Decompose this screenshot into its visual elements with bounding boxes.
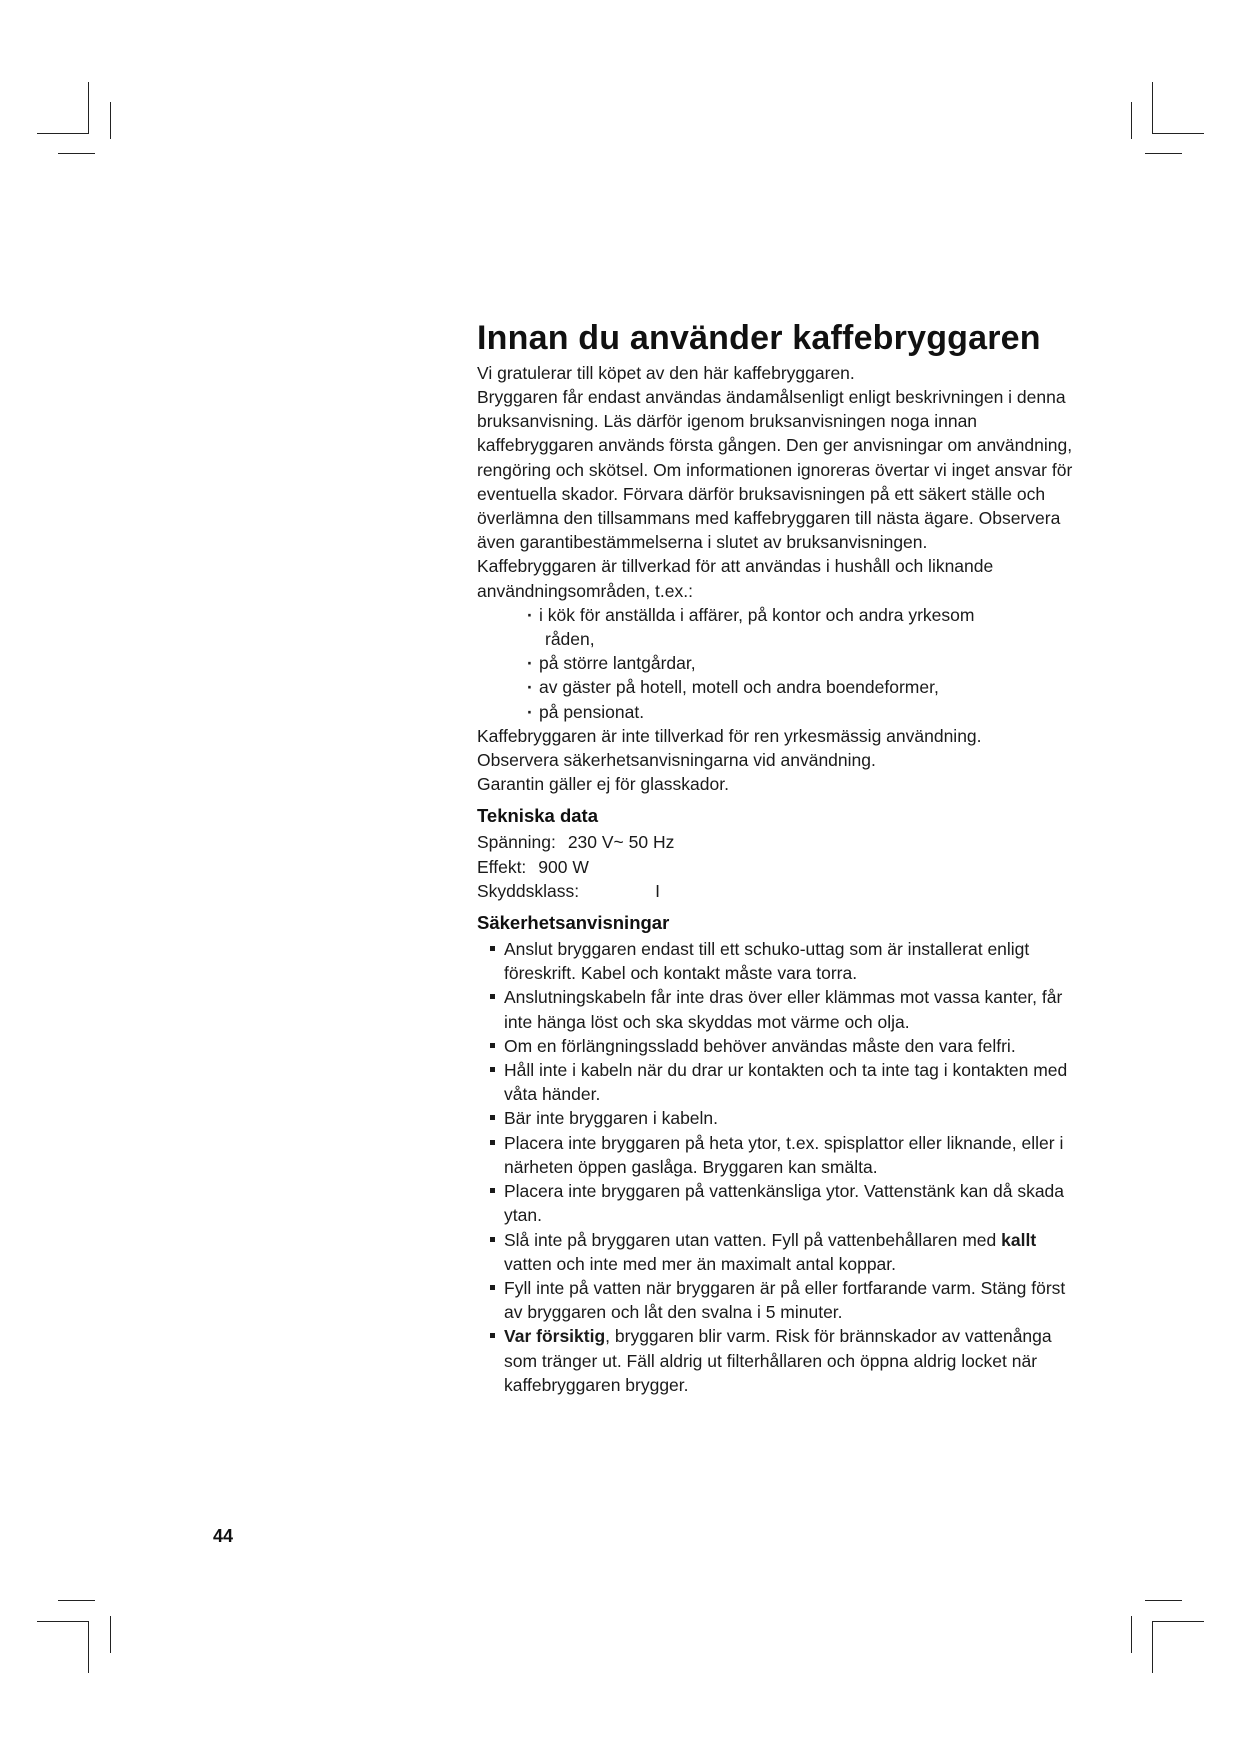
list-item bbox=[527, 700, 1077, 724]
list-item-text: i kök för anställda i affärer, på kontor och andra yrkesom bbox=[539, 604, 975, 625]
main-content bbox=[477, 318, 1077, 1397]
crop-mark bbox=[37, 133, 88, 134]
safety-item: Håll inte i kabeln när du drar ur kontakten och ta inte tag i kontakten med våta händer. bbox=[489, 1058, 1077, 1106]
spec-value: I bbox=[655, 880, 660, 901]
crop-mark bbox=[1131, 1616, 1132, 1653]
spec-row bbox=[477, 855, 1077, 879]
safety-item: Placera inte bryggaren på vattenkänsliga ytor. Vattenstänk kan då skada ytan. bbox=[489, 1179, 1077, 1227]
spec-row bbox=[477, 830, 1077, 854]
list-item-text: på större lantgårdar, bbox=[539, 653, 696, 674]
intro-paragraph: Vi gratulerar till köpet av den här kaffebryggaren. bbox=[477, 362, 855, 383]
crop-mark bbox=[88, 1621, 89, 1673]
page-title: Innan du använder kaffebryggaren bbox=[477, 319, 1041, 357]
list-item-text: på pensionat. bbox=[539, 701, 645, 722]
safety-item: Bär inte bryggaren i kabeln. bbox=[489, 1106, 1077, 1130]
list-item-continuation: råden, bbox=[545, 629, 595, 650]
spec-label: Skyddsklass: bbox=[477, 880, 580, 901]
crop-mark bbox=[110, 102, 111, 139]
crop-mark bbox=[1152, 1621, 1204, 1622]
spec-label: Spänning: bbox=[477, 832, 556, 853]
list-item bbox=[527, 651, 1077, 675]
safety-item: Slå inte på bryggaren utan vatten. Fyll på vattenbehållaren med kallt vatten och inte med mer än maximalt antal koppar. bbox=[489, 1228, 1077, 1276]
safety-item: Var försiktig, bryggaren blir varm. Risk för brännskador av vattenånga som tränger ut. Fäll aldrig ut filterhållaren och öppna aldrig locket när kaffebryggaren brygger. bbox=[489, 1324, 1077, 1397]
safety-item: Anslut bryggaren endast till ett schuko-uttag som är installerat enligt föreskrift. Kabel och kontakt måste vara torra. bbox=[489, 937, 1077, 985]
crop-mark bbox=[88, 82, 89, 134]
crop-mark bbox=[110, 1616, 111, 1653]
crop-mark bbox=[58, 153, 95, 154]
body-paragraph: Garantin gäller ej för glasskador. bbox=[477, 774, 729, 795]
body-paragraph: Kaffebryggaren är inte tillverkad för ren yrkesmässig användning. bbox=[477, 725, 982, 746]
spec-label: Effekt: bbox=[477, 856, 527, 877]
crop-mark bbox=[1145, 1600, 1182, 1601]
safety-item: Placera inte bryggaren på heta ytor, t.ex. spisplattor eller liknande, eller i närheten öppen gaslåga. Bryggaren kan smälta. bbox=[489, 1131, 1077, 1179]
safety-item: Fyll inte på vatten när bryggaren är på eller fortfarande varm. Stäng först av bryggaren och låt den svalna i 5 minuter. bbox=[489, 1276, 1077, 1324]
list-item bbox=[527, 675, 1077, 699]
spec-value: 900 W bbox=[538, 856, 589, 877]
spec-row bbox=[477, 879, 1077, 903]
after-list-section bbox=[477, 724, 1077, 797]
safety-heading: Säkerhetsanvisningar bbox=[477, 912, 670, 934]
list-item bbox=[527, 603, 1077, 651]
crop-mark bbox=[58, 1600, 95, 1601]
crop-mark bbox=[1145, 153, 1182, 154]
crop-mark bbox=[1152, 82, 1153, 134]
tech-data-table bbox=[477, 830, 1077, 903]
spec-value: 230 V~ 50 Hz bbox=[567, 832, 675, 853]
intro-section bbox=[477, 361, 1077, 603]
usage-list bbox=[477, 603, 1077, 724]
intro-paragraph: Bryggaren får endast användas ändamålsenligt enligt beskrivningen i denna bruksanvisning. Läs därför igenom bruksanvisningen noga innan kaffebryggaren används första gången. Den ger anvisningar om användning, rengöring och skötsel. Om informationen ignoreras övertar vi inget ansvar för eventuella skador. Förvara därför bruksavisningen på ett säkert ställe och överlämna den tillsammans med kaffebryggaren till nästa ägare. Observera även garantibestämmelserna i slutet av bruksanvisningen. bbox=[477, 387, 1073, 553]
crop-mark bbox=[1152, 1621, 1153, 1673]
safety-list bbox=[477, 937, 1077, 1397]
body-paragraph: Observera säkerhetsanvisningarna vid användning. bbox=[477, 750, 876, 771]
safety-item: Anslutningskabeln får inte dras över eller klämmas mot vassa kanter, får inte hänga löst och ska skyddas mot värme och olja. bbox=[489, 985, 1077, 1033]
crop-mark bbox=[1131, 102, 1132, 139]
list-item-text: av gäster på hotell, motell och andra boendeformer, bbox=[539, 677, 939, 698]
intro-paragraph: Kaffebryggaren är tillverkad för att användas i hushåll och liknande användningsområden, t.ex.: bbox=[477, 556, 994, 601]
safety-item: Om en förlängningssladd behöver användas måste den vara felfri. bbox=[489, 1034, 1077, 1058]
tech-data-heading: Tekniska data bbox=[477, 805, 598, 827]
crop-mark bbox=[1152, 133, 1204, 134]
page-number: 44 bbox=[213, 1526, 234, 1546]
crop-mark bbox=[37, 1621, 88, 1622]
